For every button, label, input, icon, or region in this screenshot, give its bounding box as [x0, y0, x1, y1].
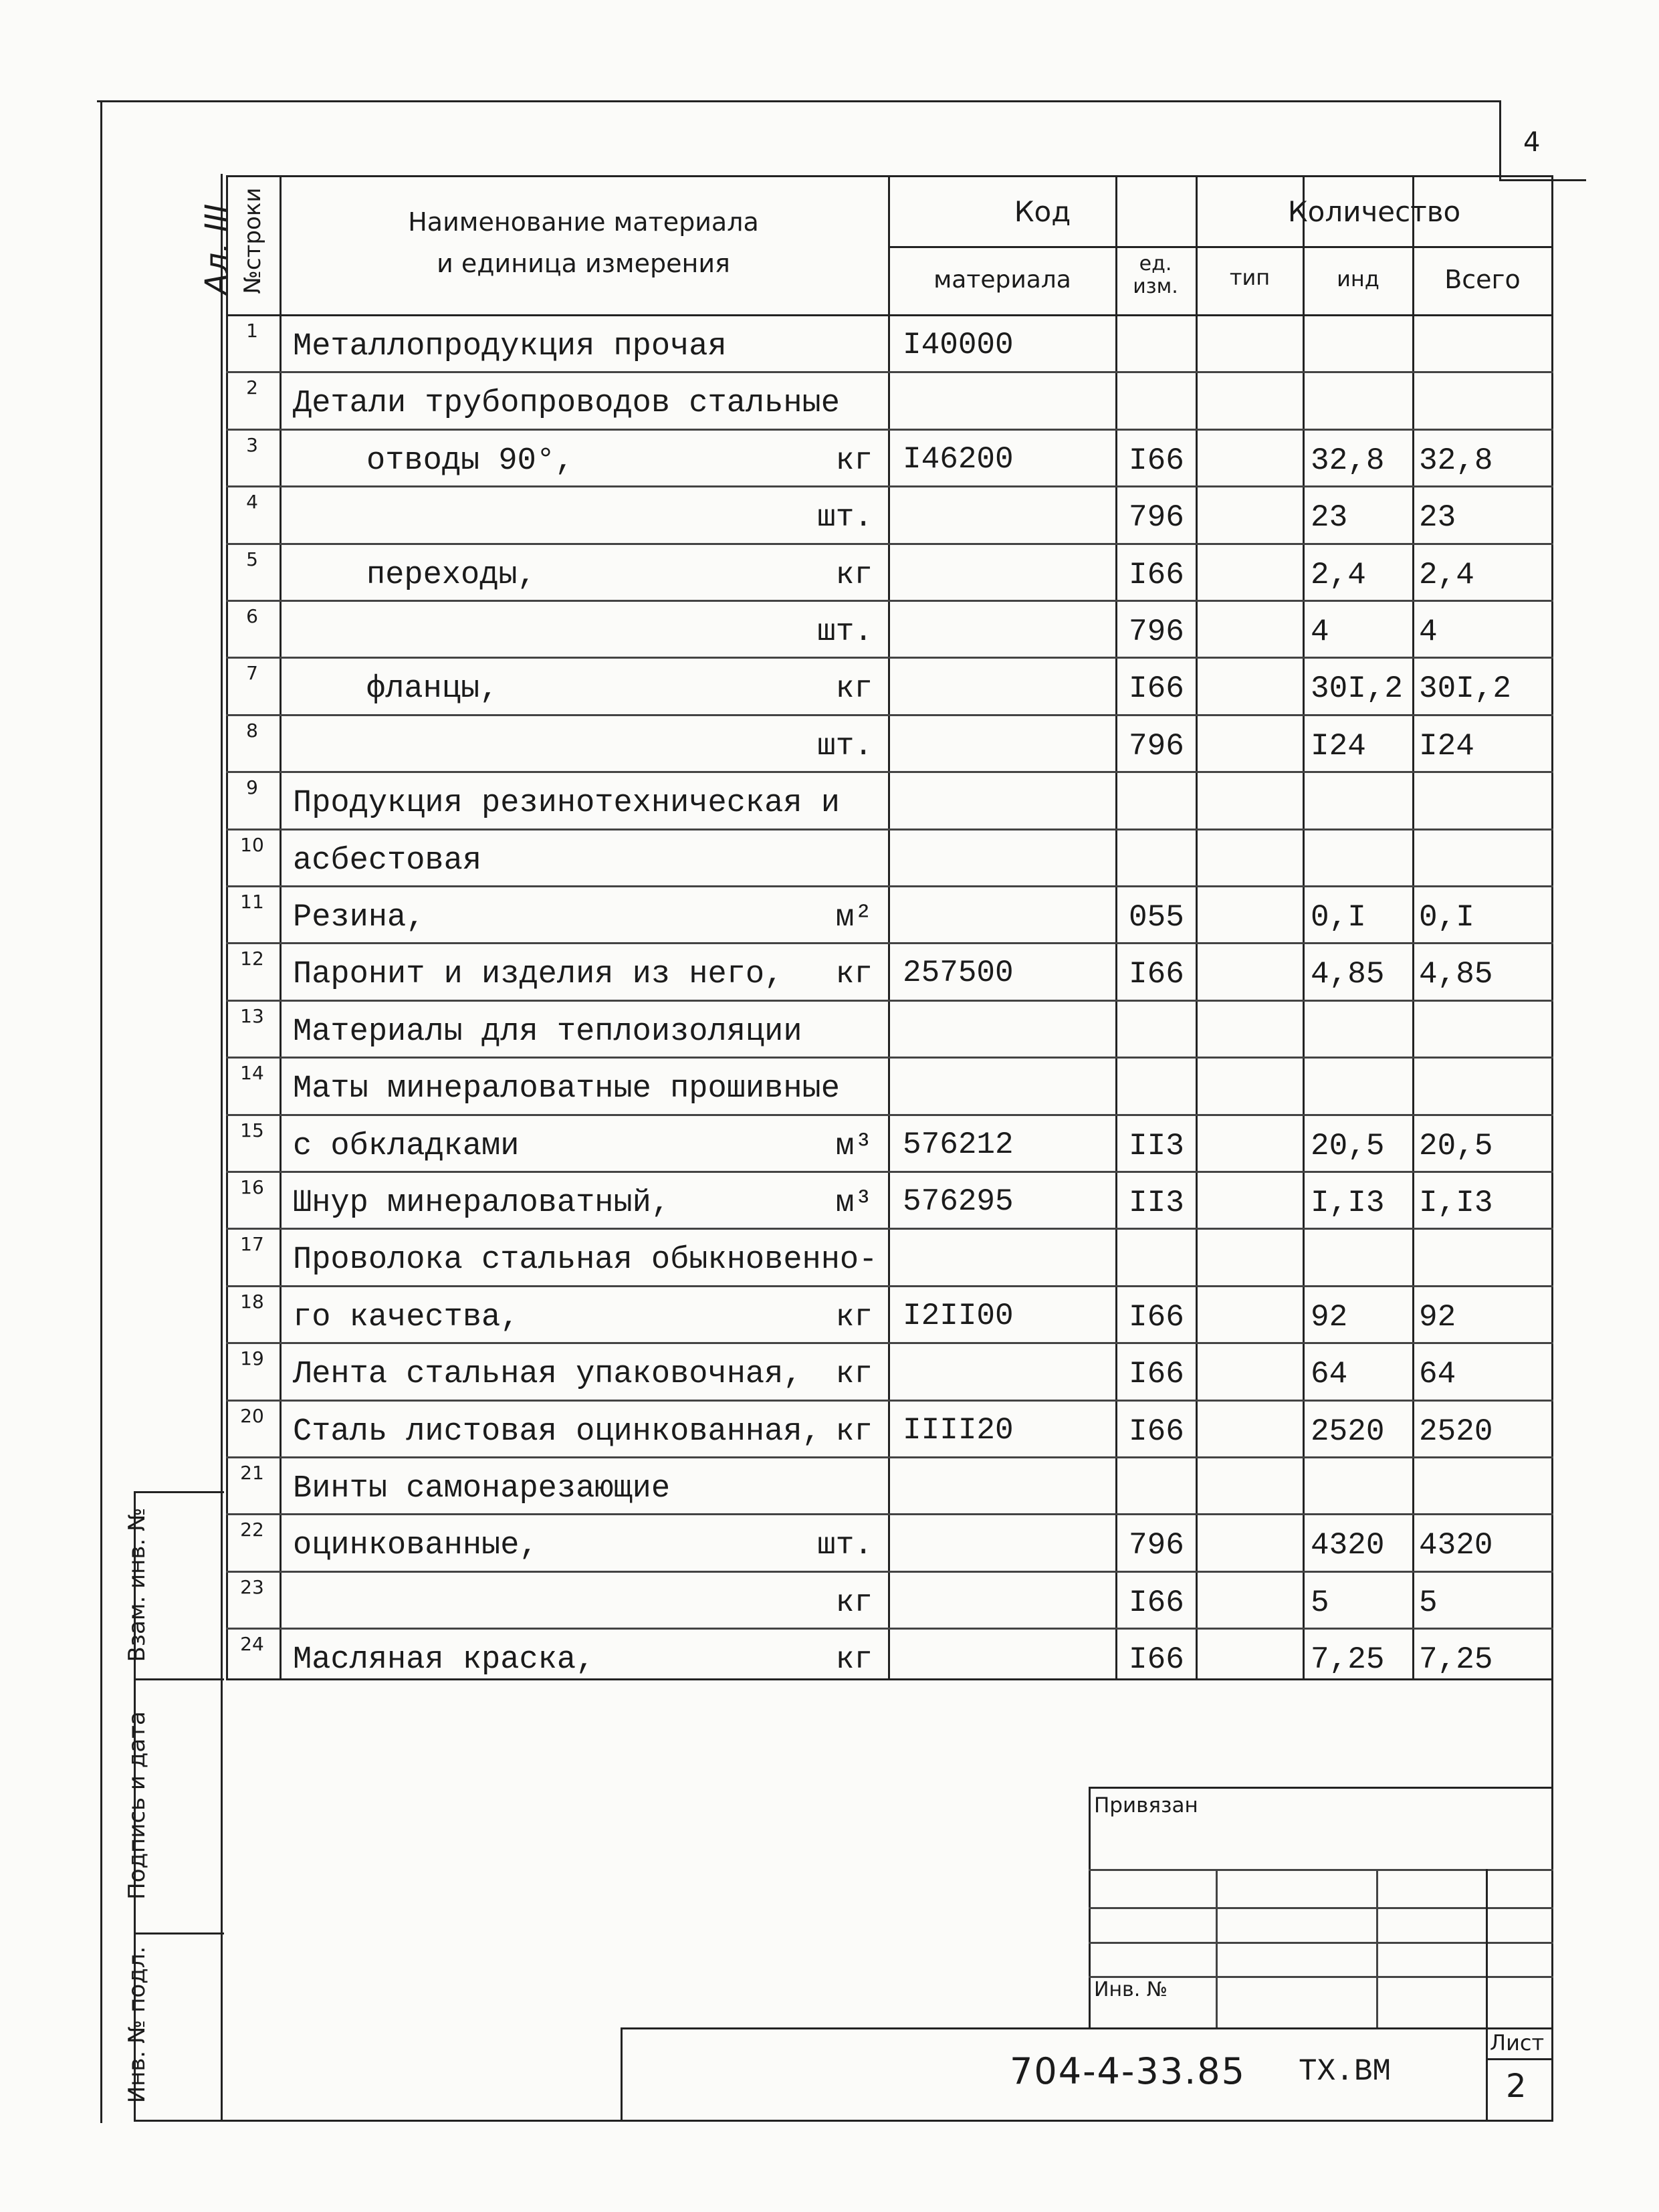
row-number: 16 — [240, 1176, 264, 1198]
row-unit: шт. — [817, 615, 873, 649]
row-divider — [226, 771, 1553, 773]
row-number: 14 — [240, 1062, 264, 1085]
row-unit: кг — [835, 1357, 873, 1392]
row-number: 5 — [246, 548, 258, 570]
row-number: 21 — [240, 1462, 264, 1484]
row-unit-code: I66 — [1129, 1357, 1184, 1392]
row-material-name: отводы 90°, — [366, 443, 574, 479]
row-unit-code: 796 — [1129, 500, 1184, 536]
row-unit-code: I66 — [1129, 1414, 1184, 1449]
row-material-code: I46200 — [903, 441, 1014, 477]
header-name-line2: и единица измерения — [437, 249, 730, 278]
row-unit-code: II3 — [1129, 1128, 1184, 1164]
row-unit: кг — [835, 1585, 873, 1620]
row-material-name: с обкладками — [293, 1128, 520, 1164]
row-number: 13 — [240, 1004, 264, 1027]
row-unit-code: 055 — [1129, 900, 1184, 935]
row-unit-code: I66 — [1129, 1585, 1184, 1620]
row-unit-code: I66 — [1129, 957, 1184, 992]
row-unit-code: 796 — [1129, 1528, 1184, 1563]
row-qty-total: I24 — [1419, 728, 1474, 764]
row-qty-ind: 4 — [1311, 615, 1329, 649]
header-code-group: Код — [1014, 195, 1071, 228]
row-number: 23 — [240, 1575, 264, 1598]
row-qty-total: 4,85 — [1419, 957, 1493, 992]
row-qty-ind: I,I3 — [1311, 1186, 1385, 1220]
row-divider — [226, 1456, 1553, 1458]
row-unit-code: I66 — [1129, 443, 1184, 478]
header-qty-ind: инд — [1337, 266, 1379, 292]
row-qty-ind: 30I,2 — [1311, 671, 1404, 707]
row-number: 8 — [246, 719, 258, 742]
row-qty-ind: 7,25 — [1311, 1642, 1385, 1678]
row-unit: м² — [835, 900, 873, 935]
row-divider — [226, 429, 1553, 431]
row-number: 6 — [246, 605, 258, 627]
row-unit-code: II3 — [1129, 1186, 1184, 1220]
row-number: 1 — [246, 320, 258, 342]
row-unit: кг — [835, 957, 873, 992]
row-divider — [226, 657, 1553, 659]
row-qty-ind: 4320 — [1311, 1528, 1385, 1563]
row-material-name: Масляная краска, — [293, 1642, 595, 1678]
row-divider — [226, 600, 1553, 602]
row-number: 20 — [240, 1404, 264, 1427]
row-divider — [226, 1000, 1553, 1002]
row-divider — [226, 1057, 1553, 1059]
row-material-name: Шнур минераловатный, — [293, 1186, 671, 1221]
row-qty-ind: 4,85 — [1311, 957, 1385, 992]
row-divider — [226, 828, 1553, 831]
row-divider — [226, 1114, 1553, 1116]
row-qty-total: 7,25 — [1419, 1642, 1493, 1678]
row-material-code: I2II00 — [903, 1298, 1014, 1333]
row-material-code: 257500 — [903, 956, 1014, 991]
row-divider — [226, 1571, 1553, 1573]
stamp-doc-suffix: ТХ.ВМ — [1299, 2054, 1392, 2089]
row-qty-total: 2,4 — [1419, 557, 1474, 592]
row-qty-total: 2520 — [1419, 1414, 1493, 1449]
row-material-name: Металлопродукция прочая — [293, 329, 727, 364]
header-qty-total: Всего — [1444, 265, 1521, 294]
row-number: 11 — [240, 891, 264, 913]
row-unit: шт. — [817, 500, 873, 536]
row-unit: кг — [835, 1299, 873, 1335]
row-material-name: асбестовая — [293, 843, 482, 879]
row-material-name: оцинкованные, — [293, 1528, 538, 1564]
corner-number: 4 — [1523, 127, 1541, 158]
row-material-name: Лента стальная упаковочная, — [293, 1357, 802, 1393]
row-divider — [226, 1628, 1553, 1630]
row-qty-ind: 92 — [1311, 1299, 1348, 1335]
row-qty-ind: 2,4 — [1311, 557, 1366, 592]
row-unit: м³ — [835, 1186, 873, 1220]
side-label-podpis-data: Подпись и дата — [124, 1711, 150, 1900]
row-qty-total: 20,5 — [1419, 1128, 1493, 1164]
row-material-name: Винты самонарезающие — [293, 1471, 671, 1507]
row-unit: м³ — [835, 1128, 873, 1164]
row-material-name: фланцы, — [366, 671, 499, 707]
stamp-inv-no: Инв. № — [1094, 1978, 1168, 2001]
row-qty-ind: 2520 — [1311, 1414, 1385, 1449]
row-qty-ind: 23 — [1311, 500, 1348, 536]
row-unit-code: 796 — [1129, 615, 1184, 649]
row-unit-code: I66 — [1129, 1299, 1184, 1335]
row-unit-code: I66 — [1129, 1642, 1184, 1678]
row-material-name: Резина, — [293, 900, 425, 935]
stamp-doc-code: 704-4-33.85 — [1010, 2050, 1246, 2092]
header-rownum-label: №строки — [239, 187, 266, 294]
row-qty-total: 4 — [1419, 615, 1438, 649]
row-number: 12 — [240, 948, 264, 970]
row-divider — [226, 543, 1553, 545]
row-unit: кг — [835, 671, 873, 707]
side-label-inv-podl: Инв. № подл. — [124, 1946, 150, 2104]
row-qty-total: 30I,2 — [1419, 671, 1512, 707]
row-material-name: Проволока стальная обыкновенно- — [293, 1242, 878, 1279]
row-unit: кг — [835, 443, 873, 478]
header-qty-type: тип — [1229, 265, 1270, 290]
row-qty-ind: 0,I — [1311, 900, 1366, 935]
row-qty-total: 4320 — [1419, 1528, 1493, 1563]
row-divider — [226, 942, 1553, 944]
row-unit: кг — [835, 557, 873, 592]
row-unit: кг — [835, 1414, 873, 1449]
row-number: 18 — [240, 1290, 264, 1313]
row-material-name: переходы, — [366, 557, 536, 593]
row-qty-ind: 32,8 — [1311, 443, 1385, 478]
side-label-vzam-inv: Взам. инв. № — [124, 1507, 150, 1662]
stamp-sheet-number: 2 — [1506, 2068, 1527, 2105]
row-number: 3 — [246, 433, 258, 456]
row-divider — [226, 1228, 1553, 1230]
row-divider — [226, 714, 1553, 716]
row-number: 2 — [246, 376, 258, 399]
header-code-material: материала — [933, 266, 1071, 294]
row-number: 17 — [240, 1233, 264, 1256]
row-divider — [226, 1513, 1553, 1515]
row-material-name: го качества, — [293, 1299, 520, 1335]
row-qty-ind: 20,5 — [1311, 1128, 1385, 1164]
row-unit: кг — [835, 1642, 873, 1678]
row-number: 15 — [240, 1119, 264, 1141]
row-qty-total: 0,I — [1419, 900, 1474, 935]
row-qty-ind: 5 — [1311, 1585, 1329, 1620]
row-qty-ind: 64 — [1311, 1357, 1348, 1392]
row-qty-total: 5 — [1419, 1585, 1438, 1620]
row-unit-code: I66 — [1129, 671, 1184, 707]
row-divider — [226, 1171, 1553, 1173]
row-divider — [226, 485, 1553, 487]
row-number: 22 — [240, 1519, 264, 1541]
row-material-name: Маты минераловатные прошивные — [293, 1071, 840, 1107]
row-number: 7 — [246, 662, 258, 685]
header-qty-group: Количество — [1287, 195, 1461, 228]
row-material-name: Продукция резинотехническая и — [293, 786, 840, 822]
row-divider — [226, 371, 1553, 373]
row-qty-total: 64 — [1419, 1357, 1456, 1392]
row-number: 19 — [240, 1347, 264, 1370]
row-number: 10 — [240, 833, 264, 856]
row-unit: шт. — [817, 1528, 873, 1563]
row-material-code: 576295 — [903, 1184, 1014, 1219]
stamp-sheet-label: Лист — [1490, 2030, 1545, 2056]
row-material-code: I40000 — [903, 328, 1014, 362]
row-material-code: IIII20 — [903, 1412, 1014, 1448]
row-divider — [226, 1285, 1553, 1287]
row-qty-total: I,I3 — [1419, 1186, 1493, 1220]
album-mark: Ал. III — [199, 203, 236, 296]
row-divider — [226, 1400, 1553, 1402]
row-qty-total: 92 — [1419, 1299, 1456, 1335]
row-divider — [226, 885, 1553, 887]
row-material-code: 576212 — [903, 1127, 1014, 1162]
row-qty-total: 32,8 — [1419, 443, 1493, 478]
row-number: 4 — [246, 491, 258, 514]
row-material-name: Детали трубопроводов стальные — [293, 386, 840, 422]
stamp-privyazan: Привязан — [1094, 1793, 1198, 1817]
row-unit: шт. — [817, 728, 873, 764]
row-unit-code: I66 — [1129, 557, 1184, 592]
row-divider — [226, 1342, 1553, 1344]
row-qty-ind: I24 — [1311, 728, 1366, 764]
row-material-name: Материалы для теплоизоляции — [293, 1014, 802, 1050]
row-qty-total: 23 — [1419, 500, 1456, 536]
row-material-name: Сталь листовая оцинкованная, — [293, 1414, 821, 1450]
row-number: 24 — [240, 1633, 264, 1656]
row-number: 9 — [246, 776, 258, 799]
row-material-name: Паронит и изделия из него, — [293, 957, 784, 993]
header-code-unit: ед. изм. — [1133, 252, 1178, 298]
row-unit-code: 796 — [1129, 728, 1184, 764]
header-name-line1: Наименование материала — [408, 207, 759, 237]
